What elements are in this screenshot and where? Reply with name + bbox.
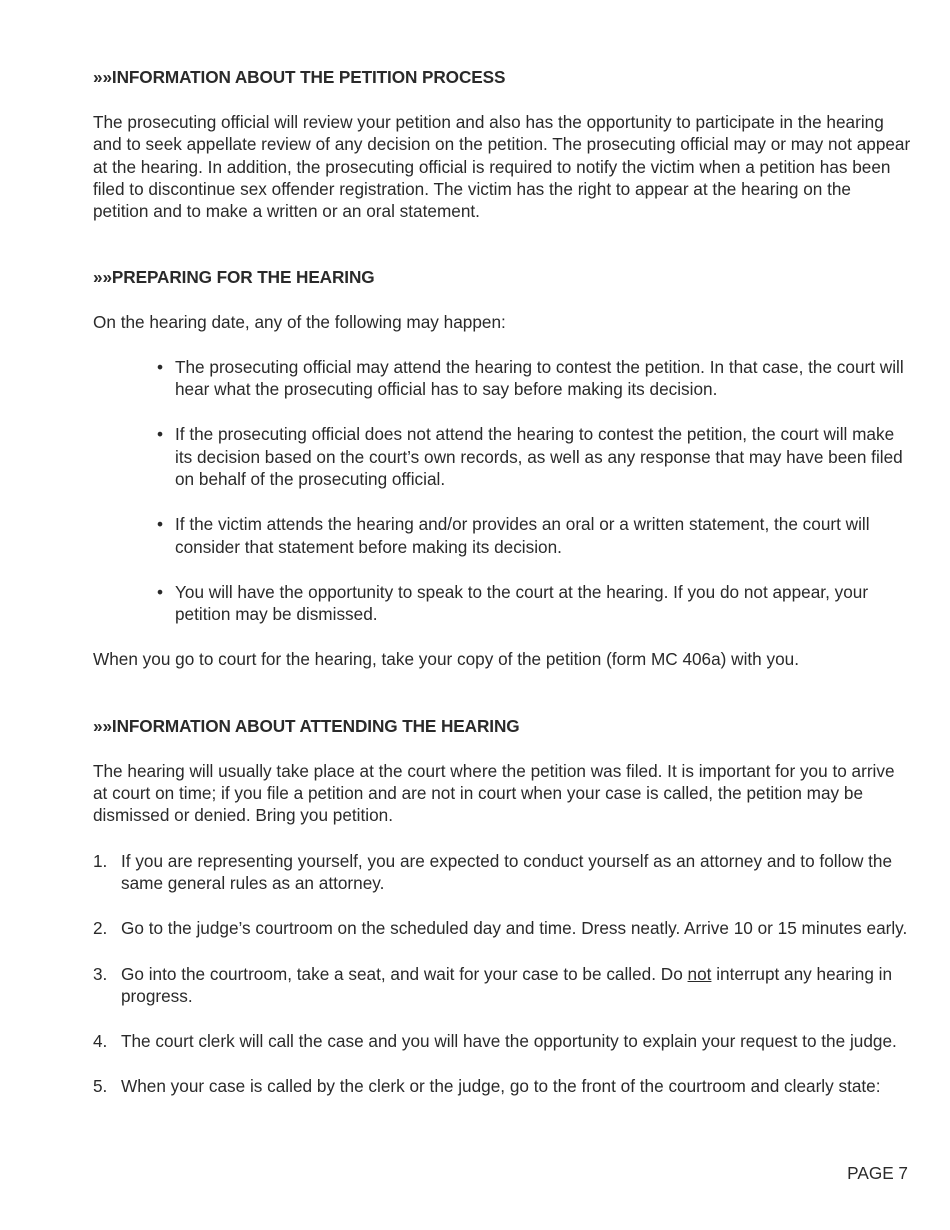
list-item xyxy=(93,850,911,895)
bullet-icon: • xyxy=(157,581,164,602)
list-item xyxy=(93,1030,911,1052)
preparing-closing: When you go to court for the hearing, take your copy of the petition (form MC 406a) with you. xyxy=(93,649,800,670)
list-item xyxy=(93,917,911,939)
section-heading-petition-process: »»INFORMATION ABOUT THE PETITION PROCESS xyxy=(93,67,506,87)
list-item-text: When your case is called by the clerk or the judge, go to the front of the courtroom and clearly state: xyxy=(121,1076,881,1097)
emphasis-not: not xyxy=(687,963,712,984)
list-item-text: Go to the judge’s courtroom on the scheduled day and time. Dress neatly. Arrive 10 or 15 minutes early. xyxy=(121,918,908,939)
list-item xyxy=(93,963,911,1008)
section-heading-attending: »»INFORMATION ABOUT ATTENDING THE HEARING xyxy=(93,715,520,736)
list-item-text: The prosecuting official may attend the hearing to contest the petition. In that case, the court will hear what the prosecuting official has to say before making its decision. xyxy=(175,356,904,400)
list-item-number: 3. xyxy=(93,963,108,984)
list-item-text: The court clerk will call the case and you will have the opportunity to explain your request to the judge. xyxy=(121,1031,897,1052)
list-item-text-part: Go into the courtroom, take a seat, and wait for your case to be called. Do xyxy=(121,963,688,984)
list-item-text: You will have the opportunity to speak to the court at the hearing. If you do not appear, your petition may be dismissed. xyxy=(175,581,869,625)
bullet-icon: • xyxy=(157,424,164,445)
preparing-intro: On the hearing date, any of the following may happen: xyxy=(93,312,506,333)
list-item-text: If the prosecuting official does not attend the hearing to contest the petition, the court will make its decision based on the court’s own records, as well as any response that may have been filed on behalf of the prosecuting official. xyxy=(175,424,903,489)
list-item-number: 5. xyxy=(93,1076,108,1097)
list-item xyxy=(93,1075,911,1097)
page-number: PAGE 7 xyxy=(847,1163,908,1183)
list-item-text: If you are representing yourself, you are expected to conduct yourself as an attorney and to follow the same general rules as an attorney. xyxy=(121,850,893,893)
petition-process-paragraph: The prosecuting official will review your petition and also has the opportunity to participate in the hearing and to seek appellate review of any decision on the petition. The prosecuting official may or may not appear at the hearing. In addition, the prosecuting official is required to notify the victim when a petition has been filed to discontinue sex offender registration. The victim has the right to appear at the hearing on the petition and to make a written or an oral statement. xyxy=(93,112,911,222)
list-item-number: 4. xyxy=(93,1031,108,1052)
bullet-icon: • xyxy=(157,356,164,377)
list-item xyxy=(93,356,911,401)
list-item-text: If the victim attends the hearing and/or provides an oral or a written statement, the court will consider that statement before making its decision. xyxy=(175,514,870,557)
list-item xyxy=(93,423,911,490)
list-item-number: 2. xyxy=(93,918,108,939)
list-item-number: 1. xyxy=(93,850,108,871)
hearing-outcomes-list xyxy=(93,356,911,626)
attending-paragraph: The hearing will usually take place at the court where the petition was filed. It is important for you to arrive at court on time; if you file a petition and are not in court when your case is called, the petition may be dismissed or denied. Bring you petition. xyxy=(93,760,895,826)
list-item xyxy=(93,513,911,558)
list-item-text-part: interrupt any hearing in progress. xyxy=(121,963,893,1006)
list-item-text xyxy=(121,964,892,1006)
attending-steps-list xyxy=(93,850,911,1098)
section-heading-preparing: »»PREPARING FOR THE HEARING xyxy=(93,267,375,288)
list-item xyxy=(93,581,911,626)
document-page xyxy=(93,66,911,1098)
bullet-icon: • xyxy=(157,514,164,535)
